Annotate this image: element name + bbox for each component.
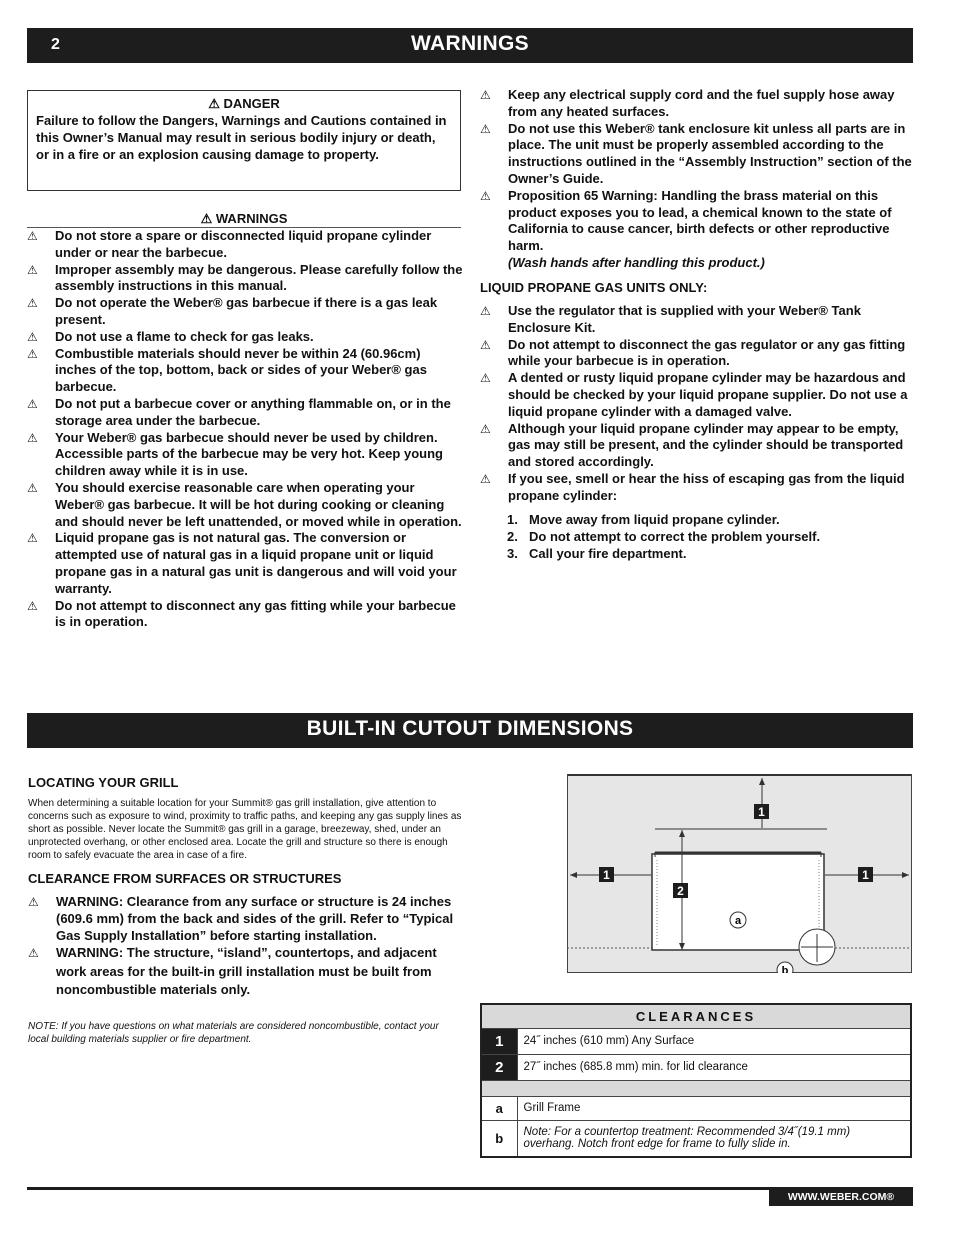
warning-triangle-icon: ⚠	[27, 598, 38, 613]
diagram-label-1-top-text: 1	[758, 805, 765, 819]
list-item: ⚠ Combustible materials should never be within 24 (60.96cm) inches of the top, bottom, back or sides of your Weber® gas barbecue.	[27, 345, 427, 395]
warning-triangle-icon: ⚠	[480, 471, 491, 486]
steps-list	[507, 512, 820, 562]
list-item: ⚠ Do not attempt to disconnect the gas regulator or any gas fitting while your barbecue is in operation.	[480, 336, 906, 369]
list-item: ⚠ Keep any electrical supply cord and the fuel supply hose away from any heated surfaces.	[480, 87, 895, 119]
warning-triangle-icon: ⚠	[27, 262, 38, 277]
warning-triangle-icon: ⚠	[27, 229, 38, 243]
section-title: BUILT-IN CUTOUT DIMENSIONS	[306, 717, 634, 740]
list-item: ⚠ Improper assembly may be dangerous. Please carefully follow the assembly instructions in this manual.	[27, 261, 463, 294]
warnings-list-right	[480, 87, 914, 272]
warning-triangle-icon: ⚠	[27, 346, 38, 361]
warning-triangle-icon: ⚠	[480, 421, 491, 436]
list-item: 3. Call your fire department.	[507, 545, 687, 561]
list-item: 1. Move away from liquid propane cylinder.	[507, 512, 780, 527]
list-item: ⚠ WARNING: The structure, “island”, countertops, and adjacent work areas for the built-in grill installation must be built from noncombustible materials only.	[28, 945, 437, 998]
warnings-heading: ⚠ WARNINGS	[27, 210, 461, 228]
warning-triangle-icon: ⚠	[480, 371, 491, 386]
table-row: 1 24˝ inches (610 mm) Any Surface	[481, 1028, 911, 1054]
clearances-table	[480, 1003, 912, 1158]
list-item: ⚠ Do not put a barbecue cover or anything flammable on, or in the storage area under the barbecue.	[27, 395, 451, 428]
list-item: ⚠ Although your liquid propane cylinder may appear to be empty, gas may still be present, and the cylinder should be transported and stored accordingly.	[480, 420, 904, 470]
page-number: 2	[51, 36, 60, 53]
warning-triangle-icon: ⚠	[27, 480, 38, 495]
list-item: ⚠ Do not use this Weber® tank enclosure kit unless all parts are in place. The unit must be properly assembled according to the instructions outlined in the “Assembly Instruction” section of the Owner’s Guide.	[480, 120, 912, 186]
footer-url[interactable]: WWW.WEBER.COM®	[769, 1187, 913, 1206]
danger-text: Failure to follow the Dangers, Warnings and Cautions contained in this Owner’s Manual may result in serious bodily injury or death, or in a fire or an explosion causing damage to property.	[36, 113, 447, 162]
diagram-label-1-right-text: 1	[862, 868, 869, 882]
list-item: ⚠ Do not store a spare or disconnected liquid propane cylinder under or near the barbecue.	[27, 228, 432, 260]
cutout-diagram	[567, 774, 912, 973]
locating-text: When determining a suitable location for your Summit® gas grill installation, give attention to concerns such as exposure to wind, proximity to traffic paths, and keeping any gas supply lines as short as possible. Never locate the Summit® gas grill in a garage, breezeway, shed, under an unprotected overhang, or other enclosed area. Locate the grill and structure so there is enough room to safely evacuate the area in case of a fire.	[28, 798, 462, 861]
lp-heading: LIQUID PROPANE GAS UNITS ONLY:	[480, 280, 708, 295]
diagram-label-b-text: b	[781, 965, 789, 973]
list-item: ⚠ You should exercise reasonable care when operating your Weber® gas barbecue. It will be hot during cooking or cleaning and should never be left unattended, or moved while in operation.	[27, 479, 462, 529]
danger-heading: ⚠ DANGER	[208, 96, 280, 111]
list-item: ⚠ WARNING: Clearance from any surface or structure is 24 inches (609.6 mm) from the back and sides of the grill. Refer to “Typical Gas Supply Installation” before starting installation.	[28, 894, 454, 943]
warning-triangle-icon: ⚠	[27, 531, 38, 546]
table-row: 2 27˝ inches (685.8 mm) min. for lid clearance	[481, 1054, 911, 1080]
grill-frame	[652, 854, 824, 950]
warning-triangle-icon: ⚠	[27, 396, 38, 411]
prop65-note: (Wash hands after handling this product.)	[508, 254, 765, 270]
list-item: ⚠ Do not use a flame to check for gas leaks.	[27, 328, 314, 344]
table-row: b Note: For a countertop treatment: Recommended 3/4˝(19.1 mm) overhang. Notch front edge for frame to fully slide in.	[481, 1120, 911, 1157]
list-item: ⚠ Proposition 65 Warning: Handling the brass material on this product exposes you to lead, a chemical known to the state of California to cause cancer, birth defects or other reproductive harm. (Wash hands after handling this product.)	[480, 188, 914, 272]
table-row: a Grill Frame	[481, 1096, 911, 1120]
warning-triangle-icon: ⚠	[480, 337, 491, 352]
list-item: ⚠ Use the regulator that is supplied with your Weber® Tank Enclosure Kit.	[480, 303, 861, 335]
warning-triangle-icon: ⚠	[480, 121, 491, 136]
diagram-label-a-text: a	[734, 915, 742, 927]
list-item: ⚠ A dented or rusty liquid propane cylinder may be hazardous and should be checked by your liquid propane supplier. Do not use a liquid propane cylinder with a damaged valve.	[480, 370, 908, 419]
list-item: ⚠ Your Weber® gas barbecue should never be used by children. Accessible parts of the barbecue may be very hot. Keep young children away while it is in use.	[27, 429, 443, 479]
warnings-header-bar	[27, 28, 913, 63]
list-item: 2. Do not attempt to correct the problem yourself.	[507, 528, 821, 544]
warning-triangle-icon: ⚠	[480, 88, 491, 102]
warning-triangle-icon: ⚠	[27, 329, 38, 344]
table-title: CLEARANCES	[481, 1004, 911, 1028]
warnings-list-left	[27, 228, 465, 631]
diagram-label-1-left-text: 1	[603, 868, 610, 882]
clearance-warnings-list	[28, 894, 464, 1000]
danger-box	[27, 90, 461, 191]
clearance-note: NOTE: If you have questions on what materials are considered noncombustible, contact your local building materials supplier or fire department.	[28, 1021, 439, 1045]
warning-triangle-icon: ⚠	[480, 304, 491, 318]
locating-heading: LOCATING YOUR GRILL	[28, 775, 179, 790]
list-item: ⚠ Liquid propane gas is not natural gas. The conversion or attempted use of natural gas in a liquid propane unit or liquid propane gas in a natural gas unit is dangerous and will void your warranty.	[27, 530, 457, 596]
list-item: ⚠ If you see, smell or hear the hiss of escaping gas from the liquid propane cylinder:	[480, 470, 905, 503]
clearance-heading: CLEARANCE FROM SURFACES OR STRUCTURES	[28, 871, 342, 886]
lp-warnings-list	[480, 303, 914, 505]
cutout-header-bar	[27, 713, 913, 748]
diagram-label-2-text: 2	[677, 884, 684, 898]
warning-triangle-icon: ⚠	[27, 430, 38, 445]
warning-triangle-icon: ⚠	[480, 188, 491, 203]
warning-triangle-icon: ⚠	[27, 296, 38, 311]
list-item: ⚠ Do not attempt to disconnect any gas fitting while your barbecue is in operation.	[27, 597, 456, 630]
warning-triangle-icon: ⚠	[28, 895, 39, 909]
page-title: WARNINGS	[411, 32, 529, 55]
list-item: ⚠ Do not operate the Weber® gas barbecue if there is a gas leak present.	[27, 295, 438, 327]
warning-triangle-icon: ⚠	[28, 946, 39, 961]
